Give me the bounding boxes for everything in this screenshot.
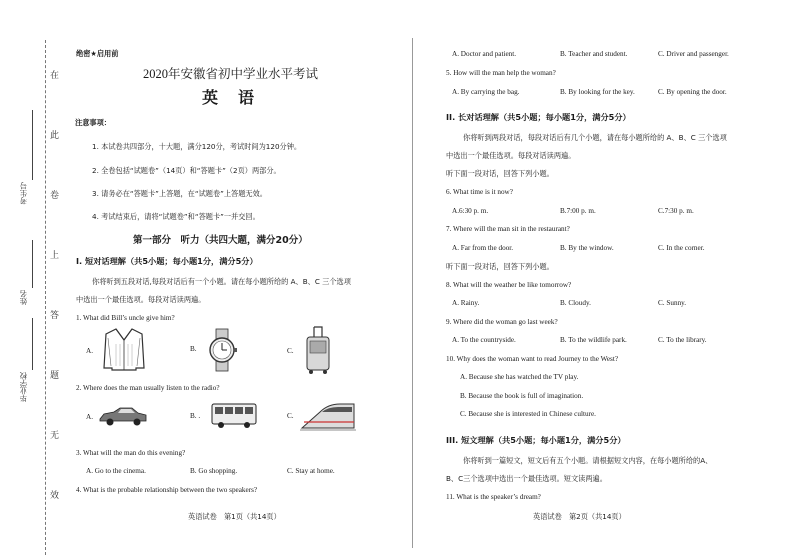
q4-option-b: B. Teacher and student. xyxy=(560,50,628,58)
q9-option-b: B. To the wildlife park. xyxy=(560,336,627,344)
q3-option-b: B. Go shopping. xyxy=(190,467,238,475)
q1-option-c: C. xyxy=(287,347,294,355)
suitcase-icon xyxy=(304,325,332,375)
notice-heading: 注意事项： xyxy=(75,118,111,127)
page2-footer: 英语试卷 第2页（共14页） xyxy=(533,512,626,521)
q8-option-c: C. Sunny. xyxy=(658,299,687,307)
subject-title: 英 语 xyxy=(202,88,257,107)
q6-option-c: C.7:30 p. m. xyxy=(658,207,694,215)
q5-option-c: C. By opening the door. xyxy=(658,88,727,96)
binding-char: 上 xyxy=(50,251,60,261)
section3-instruction: B、C三个选项中选出一个最佳选项。短文读两遍。 xyxy=(446,474,607,483)
listen-instruction: 听下面一段对话，回答下列小题。 xyxy=(446,262,554,271)
section3-heading: III. 短文理解（共5小题；每小题1分，满分5分） xyxy=(446,435,626,445)
question-10: 10. Why does the woman want to read Journey to the West? xyxy=(446,355,619,363)
section2-instruction: 中选出一个最佳选项。每段对话读两遍。 xyxy=(446,151,576,160)
binding-char: 效 xyxy=(50,491,60,501)
section2-heading: II. 长对话理解（共5小题；每小题1分，满分5分） xyxy=(446,112,631,122)
question-5: 5. How will the man help the woman? xyxy=(446,69,556,77)
exam-number-label: 考生号 xyxy=(19,182,28,205)
exam-title: 2020年安徽省初中学业水平考试 xyxy=(143,67,319,81)
q2-option-c: C. xyxy=(287,412,294,420)
binding-char: 无 xyxy=(50,431,60,441)
train-icon xyxy=(300,398,356,432)
q1-option-b: B. xyxy=(190,345,197,353)
q10-option-c: C. Because she is interested in Chinese culture. xyxy=(460,410,596,418)
q7-option-c: C. In the corner. xyxy=(658,244,705,252)
question-7: 7. Where will the man sit in the restaurant? xyxy=(446,225,570,233)
section2-instruction: 你将听到两段对话，每段对话后有几个小题，请在每小题所给的 A、B、C 三个选项 xyxy=(463,133,727,142)
binding-dashed-line xyxy=(45,40,46,555)
listen-instruction: 听下面一段对话，回答下列小题。 xyxy=(446,169,554,178)
section1-heading: I. 短对话理解（共5小题；每小题1分，满分5分） xyxy=(76,256,258,266)
question-11: 11. What is the speaker’s dream? xyxy=(446,493,541,501)
question-4: 4. What is the probable relationship between the two speakers? xyxy=(76,486,258,494)
q9-option-a: A. To the countryside. xyxy=(452,336,516,344)
q8-option-b: B. Cloudy. xyxy=(560,299,591,307)
question-1: 1. What did Bill’s uncle give him? xyxy=(76,314,175,322)
binding-char: 答 xyxy=(50,311,60,321)
q5-option-b: B. By looking for the key. xyxy=(560,88,635,96)
name-line xyxy=(32,240,33,288)
q10-option-b: B. Because the book is full of imagination. xyxy=(460,392,584,400)
question-8: 8. What will the weather be like tomorrow? xyxy=(446,281,572,289)
section1-instruction: 中选出一个最佳选项。每段对话读两遍。 xyxy=(76,295,206,304)
q6-option-a: A.6:30 p. m. xyxy=(452,207,489,215)
part-heading: 第一部分 听力（共四大题，满分20分） xyxy=(133,235,308,246)
section3-instruction: 你将听到一篇短文，短文后有五个小题。请根据短文内容，在每小题所给的A、 xyxy=(463,456,713,465)
q7-option-a: A. Far from the door. xyxy=(452,244,514,252)
question-3: 3. What will the man do this evening? xyxy=(76,449,186,457)
q4-option-a: A. Doctor and patient. xyxy=(452,50,517,58)
question-9: 9. Where did the woman go last week? xyxy=(446,318,558,326)
binding-char: 卷 xyxy=(50,191,60,201)
watch-icon xyxy=(205,328,239,372)
q6-option-b: B.7:00 p. m. xyxy=(560,207,596,215)
question-2: 2. Where does the man usually listen to the radio? xyxy=(76,384,220,392)
q10-option-a: A. Because she has watched the TV play. xyxy=(460,373,579,381)
q9-option-c: C. To the library. xyxy=(658,336,707,344)
notice-item: 2. 全卷包括“试题卷”（14页）和“答题卡”（2页）两部分。 xyxy=(92,166,281,175)
page-divider xyxy=(412,38,413,548)
q3-option-c: C. Stay at home. xyxy=(287,467,335,475)
q5-option-a: A. By carrying the bag. xyxy=(452,88,520,96)
sweater-icon xyxy=(102,326,146,372)
page1-footer: 英语试卷 第1页（共14页） xyxy=(188,512,281,521)
binding-char: 此 xyxy=(50,131,60,141)
q8-option-a: A. Rainy. xyxy=(452,299,480,307)
school-label: 毕业学校 xyxy=(19,372,28,402)
notice-item: 4. 考试结束后，请将“试题卷”和“答题卡”一并交回。 xyxy=(92,212,260,221)
q1-option-a: A. xyxy=(86,347,93,355)
exam-number-line xyxy=(32,110,33,180)
binding-char: 题 xyxy=(50,371,60,381)
bus-icon xyxy=(210,402,258,430)
notice-item: 1. 本试卷共四部分，十大题，满分120分，考试时间为120分钟。 xyxy=(92,142,302,151)
confidential-mark: 绝密★启用前 xyxy=(76,49,119,58)
q2-option-b: B. . xyxy=(190,412,201,420)
binding-char: 在 xyxy=(50,71,60,81)
q3-option-a: A. Go to the cinema. xyxy=(86,467,146,475)
car-icon xyxy=(98,405,148,427)
question-6: 6. What time is it now? xyxy=(446,188,513,196)
q7-option-b: B. By the window. xyxy=(560,244,614,252)
q4-option-c: C. Driver and passenger. xyxy=(658,50,729,58)
name-label: 姓名 xyxy=(19,290,28,305)
q2-option-a: A. xyxy=(86,413,93,421)
notice-item: 3. 请务必在“答题卡”上答题，在“试题卷”上答题无效。 xyxy=(92,189,267,198)
section1-instruction: 你将听到五段对话,每段对话后有一个小题。请在每小题所给的 A、B、C 三个选项 xyxy=(92,277,351,286)
school-line xyxy=(32,318,33,370)
